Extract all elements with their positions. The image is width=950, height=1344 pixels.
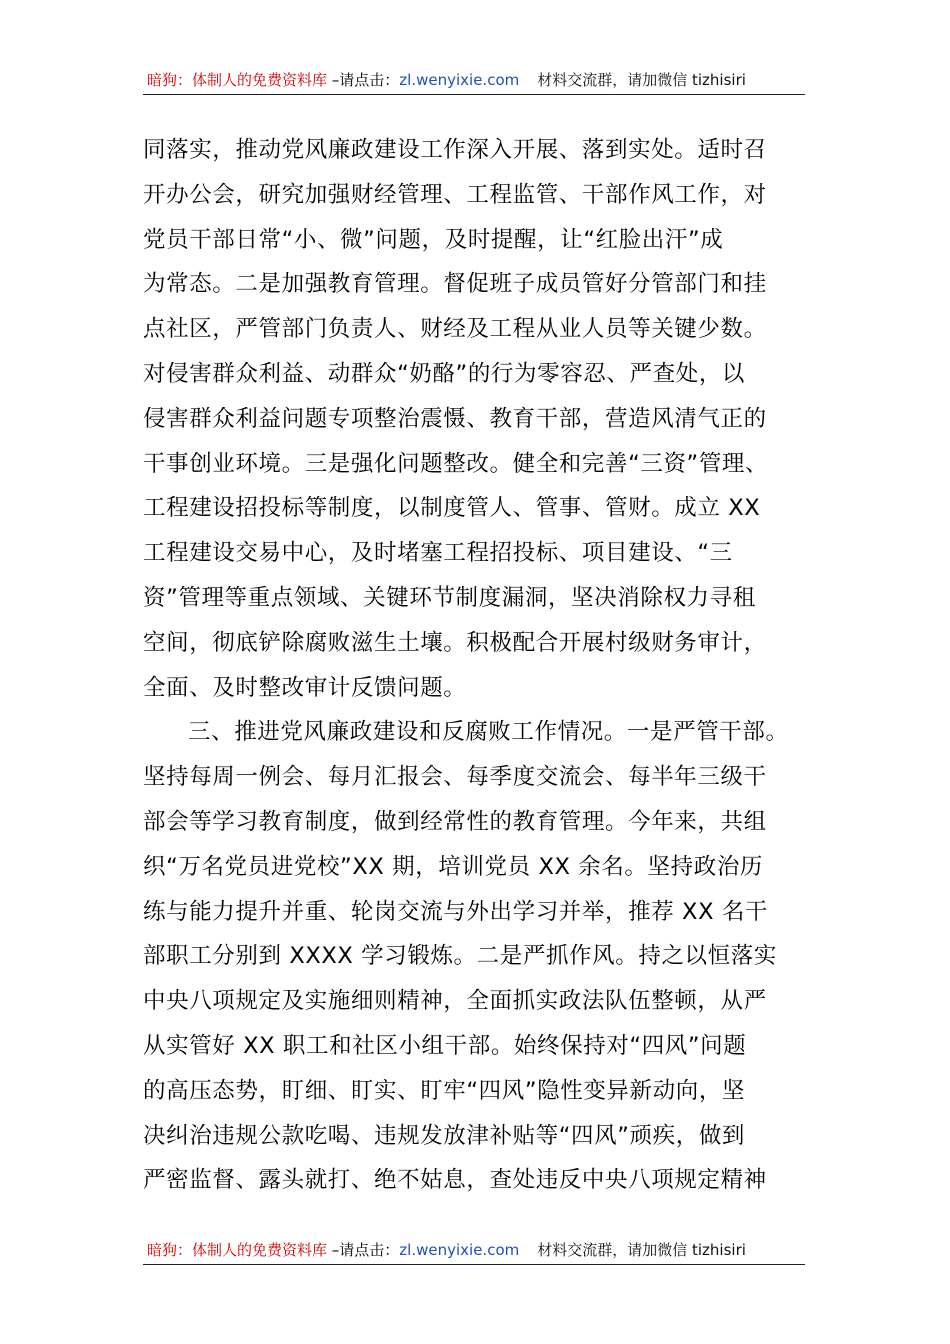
text-line: 党员干部日常“小、微”问题，及时提醒，让“红脸出汗”成	[143, 226, 724, 253]
text-line: 从实管好 XX 职工和社区小组干部。始终保持对“四风”问题	[143, 1032, 747, 1059]
text-line: 中央八项规定及实施细则精神，全面抓实政法队伍整顿，从严	[143, 988, 767, 1015]
text-line: 同落实，推动党风廉政建设工作深入开展、落到实处。适时召	[143, 137, 767, 163]
text-line: 部会等学习教育制度，做到经常性的教育管理。今年来，共组	[143, 808, 767, 835]
text-line: 练与能力提升并重、轮岗交流与外出学习并举，推荐 XX 名干	[143, 898, 769, 925]
text-line: 为常态。二是加强教育管理。督促班子成员管好分管部门和挂	[143, 271, 767, 298]
text-line: 坚持每周一例会、每月汇报会、每季度交流会、每半年三级干	[143, 764, 767, 791]
text-line: 织“万名党员进党校”XX 期，培训党员 XX 余名。坚持政治历	[143, 853, 764, 880]
text-line: 部职工分别到 XXXX 学习锻炼。二是严抓作风。持之以恒落实	[143, 943, 777, 970]
header-content	[147, 70, 746, 90]
text-line: 工程建设交易中心，及时堵塞工程招投标、项目建设、“三	[143, 540, 733, 567]
text-line: 资”管理等重点领域、关键环节制度漏洞，坚决消除权力寻租	[143, 584, 756, 611]
text-line: 的高压态势，盯细、盯实、盯牢“四风”隐性变异新动向，坚	[143, 1077, 746, 1104]
text-line: 点社区，严管部门负责人、财经及工程从业人员等关键少数。	[143, 316, 767, 343]
page-footer	[143, 1238, 805, 1265]
header-link[interactable]: zl.wenyixie.com	[399, 71, 520, 89]
footer-pre-link: –请点击：	[327, 1241, 400, 1259]
text-line: 空间，彻底铲除腐败滋生土壤。积极配合开展村级财务审计，	[143, 629, 767, 656]
header-group-info: 材料交流群，请加微信 tizhisiri	[537, 71, 746, 89]
text-line: 严密监督、露头就打、绝不姑息，查处违反中央八项规定精神	[143, 1167, 767, 1194]
footer-group-info: 材料交流群，请加微信 tizhisiri	[537, 1241, 746, 1259]
text-line: 决纠治违规公款吃喝、违规发放津补贴等“四风”顽疾，做到	[143, 1122, 746, 1149]
text-line: 开办公会，研究加强财经管理、工程监管、干部作风工作，对	[143, 181, 767, 208]
footer-brand: 暗狗：体制人的免费资料库	[147, 1241, 328, 1259]
text-line: 侵害群众利益问题专项整治震慑、教育干部，营造风清气正的	[143, 405, 767, 432]
footer-link[interactable]: zl.wenyixie.com	[399, 1241, 520, 1259]
text-line: 干事创业环境。三是强化问题整改。健全和完善“三资”管理、	[143, 450, 769, 477]
paragraph-1	[143, 128, 813, 710]
page-header	[143, 68, 805, 95]
paragraph-2	[143, 710, 813, 1203]
header-brand: 暗狗：体制人的免费资料库	[147, 71, 328, 89]
text-line: 工程建设招投标等制度，以制度管人、管事、管财。成立 XX	[143, 495, 761, 522]
footer-content	[147, 1240, 746, 1260]
text-line: 对侵害群众利益、动群众“奶酪”的行为零容忍、严查处，以	[143, 360, 746, 387]
text-line: 三、推进党风廉政建设和反腐败工作情况。一是严管干部。	[188, 719, 789, 746]
text-line: 全面、及时整改审计反馈问题。	[143, 674, 467, 701]
header-pre-link: –请点击：	[327, 71, 400, 89]
document-body	[143, 128, 813, 1203]
